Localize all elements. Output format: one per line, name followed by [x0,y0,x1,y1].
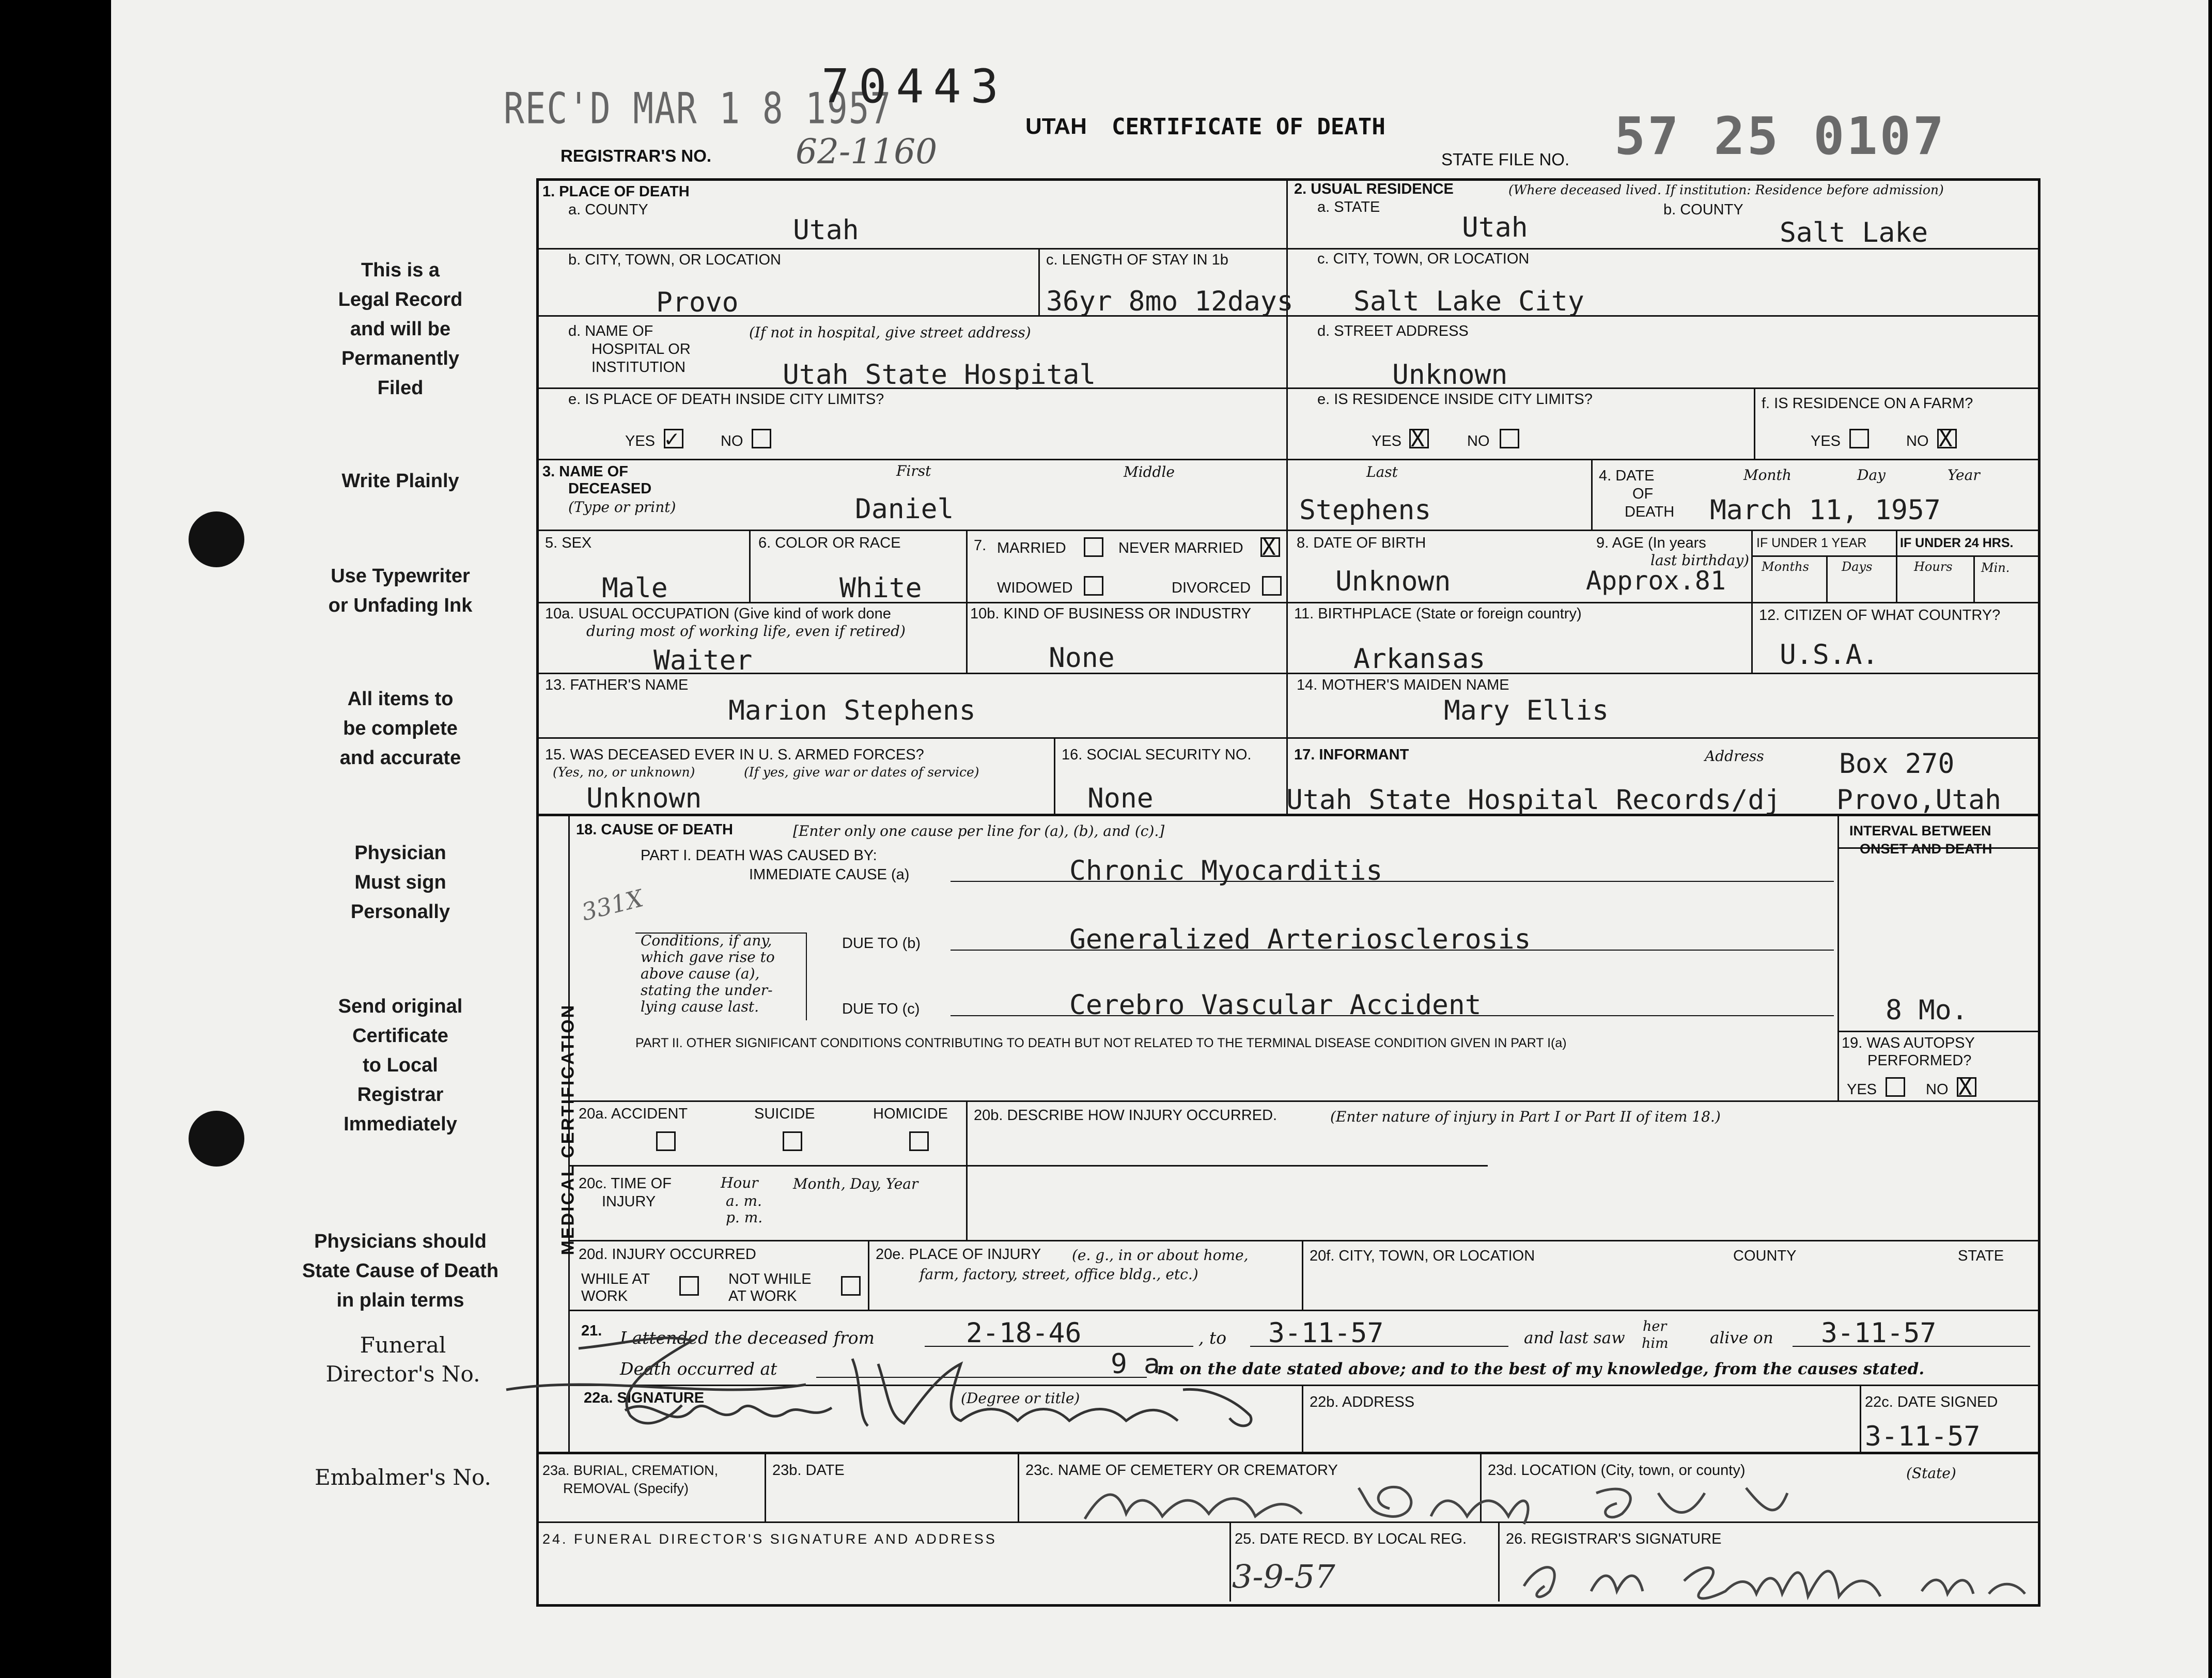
field-6-label: 6. COLOR OR RACE [758,535,901,551]
occurred-value: 9 a [1111,1348,1160,1380]
field-20c-label-1: 20c. TIME OF [579,1175,672,1192]
citizen-value: U.S.A. [1780,639,1879,671]
field-23c-label: 23c. NAME OF CEMETERY OR CREMATORY [1025,1462,1338,1479]
no-label: NO [1926,1081,1949,1098]
col-divider [1896,530,1897,602]
field-23d-label: 23d. LOCATION (City, town, or county) [1488,1462,1746,1479]
field-2b-label: b. COUNTY [1663,201,1743,218]
sidebar-legal-record: This is a Legal Record and will be Permanently Filed [338,259,463,399]
col-divider [1229,1521,1231,1602]
medical-certification-label: MEDICAL CERTIFICATION [558,1003,578,1255]
field-23a-label-1: 23a. BURIAL, CREMATION, [542,1463,719,1478]
cemetery-signature [1080,1472,1896,1529]
col-divider [749,530,751,602]
field-1d-label-2: HOSPITAL OR [591,341,691,358]
field-10a-note: during most of working life, even if retired) [586,623,906,640]
attended-from-value: 2-18-46 [966,1317,1082,1349]
field-15-note-1: (Yes, no, or unknown) [553,765,695,780]
informant-value: Utah State Hospital Records/dj [1286,784,1781,816]
due-to-c-label: DUE TO (c) [842,1001,920,1017]
field-10b-label: 10b. KIND OF BUSINESS OR INDUSTRY [970,605,1252,622]
year-label: Year [1948,467,1980,484]
state-label: STATE [1958,1248,2004,1264]
field-3-label-1: 3. NAME OF [542,463,628,480]
field-26-label: 26. REGISTRAR'S SIGNATURE [1506,1531,1722,1547]
accident-checkbox[interactable] [656,1131,676,1151]
informant-address-1: Box 270 [1839,748,1955,780]
sex-value: Male [602,572,668,604]
state-file-label: STATE FILE NO. [1441,150,1570,169]
place-city-value: Provo [656,287,739,318]
field-19-label-1: 19. WAS AUTOPSY [1842,1035,1975,1051]
field-1b-label: b. CITY, TOWN, OR LOCATION [568,252,781,268]
field-9-label-2: last birthday) [1650,552,1750,569]
field-18-label: 18. CAUSE OF DEATH [576,821,734,838]
interval-label-2: ONSET AND DEATH [1860,841,1992,857]
sidebar-state-cause: Physicians should State Cause of Death in plain terms [302,1231,499,1311]
col-divider [1837,814,1839,1100]
state-paren-label: (State) [1906,1465,1956,1482]
address-label: Address [1705,748,1764,765]
alive-on-value: 3-11-57 [1821,1317,1937,1349]
col-divider [1054,737,1055,814]
col-divider [1751,602,1753,673]
residence-limits-no-checkbox[interactable] [1500,429,1519,448]
physician-signature [496,1302,1307,1472]
field-20e-note-2: farm, factory, street, office bldg., etc.) [920,1266,1198,1283]
homicide-label: HOMICIDE [873,1106,948,1122]
field-3-label-3: (Type or print) [568,499,676,516]
field-23a-label-2: REMOVAL (Specify) [563,1481,689,1496]
field-10a-label: 10a. USUAL OCCUPATION (Give kind of work done [545,605,891,622]
col-divider [868,1240,869,1310]
divorced-checkbox[interactable] [1262,576,1282,596]
days-label: Days [1842,560,1873,574]
field-2f-label: f. IS RESIDENCE ON A FARM? [1762,395,1973,412]
date-of-birth-value: Unknown [1335,566,1451,597]
pm-label: p. m. [726,1209,763,1226]
no-label: NO [721,433,743,449]
married-checkbox[interactable] [1084,537,1103,557]
x-mark-icon: X [1939,426,1953,452]
widowed-checkbox[interactable] [1084,576,1103,596]
field-1-label [542,183,690,200]
residence-city-value: Salt Lake City [1353,286,1584,317]
field-8-label: 8. DATE OF BIRTH [1297,535,1426,551]
accident-label: 20a. ACCIDENT [579,1106,688,1122]
row-divider [568,1100,2038,1102]
age-value: Approx.81 [1586,566,1726,596]
field-1d-note: (If not in hospital, give street address) [749,324,1031,341]
field-21-label: 21. [581,1323,602,1339]
occurred-text: Death occurred at [620,1359,777,1379]
col-divider [966,530,968,602]
first-name-value: Daniel [855,493,954,525]
field-20d-label: 20d. INJURY OCCURRED [579,1246,756,1263]
field-7-label: 7. [974,537,987,554]
field-11-label: 11. BIRTHPLACE (State or foreign country) [1294,605,1582,622]
day-label: Day [1857,467,1886,484]
place-county-value: Utah [793,214,859,246]
received-stamp: REC'D MAR 1 8 1957 [504,84,892,134]
field-15-label: 15. WAS DECEASED EVER IN U. S. ARMED FORCES? [545,747,924,763]
am-label: a. m. [726,1192,762,1209]
mother-name-value: Mary Ellis [1444,695,1609,726]
sidebar-write-plainly: Write Plainly [341,470,459,492]
col-divider [1826,555,1828,602]
col-divider [1038,248,1040,315]
residence-county-value: Salt Lake [1780,217,1928,248]
check-mark-icon: ✓ [665,426,679,452]
yes-label: YES [1811,433,1841,449]
registrar-no-value: 62-1160 [796,132,938,172]
field-20c-label-2: INJURY [602,1193,656,1210]
attended-to-value: 3-11-57 [1268,1317,1384,1349]
field-2a-label: a. STATE [1317,199,1380,215]
field-2c-label: c. CITY, TOWN, OR LOCATION [1317,251,1530,267]
suicide-checkbox[interactable] [783,1131,802,1151]
interval-value: 8 Mo. [1886,995,1968,1026]
field-23b-label: 23b. DATE [772,1462,845,1479]
yes-label: YES [625,433,656,449]
field-2-note: (Where deceased lived. If institution: Residence before admission) [1508,182,1944,197]
part-1-label: PART I. DEATH WAS CAUSED BY: [641,847,877,864]
x-mark-icon: X [1958,1074,1972,1100]
business-value: None [1049,642,1115,674]
middle-label: Middle [1124,463,1175,480]
col-divider [1302,1240,1303,1310]
field-17-label: 17. INFORMANT [1294,747,1409,763]
attended-text: I attended the deceased from [620,1328,875,1348]
date-recd-value: 3-9-57 [1232,1558,1335,1595]
field-22b-label: 22b. ADDRESS [1310,1394,1415,1410]
bracket-line [806,933,807,1020]
punch-hole [189,511,244,567]
not-while-at-work-label: NOT WHILE AT WORK [728,1271,812,1304]
field-1a-label: a. COUNTY [568,201,648,218]
field-22c-label: 22c. DATE SIGNED [1865,1394,1998,1410]
race-value: White [839,572,922,604]
suicide-label: SUICIDE [754,1106,815,1122]
informant-address-2: Provo,Utah [1836,784,2002,816]
col-divider [1498,1521,1500,1602]
interval-label-1: INTERVAL BETWEEN [1849,823,1991,838]
hospital-value: Utah State Hospital [783,359,1096,391]
col-divider [1591,459,1593,530]
field-20b-label: 20b. DESCRIBE HOW INJURY OCCURRED. [974,1107,1278,1124]
cause-a-value: Chronic Myocarditis [1069,855,1383,887]
autopsy-yes-checkbox[interactable] [1886,1077,1905,1097]
col-divider [1754,387,1755,459]
city-limits-no-checkbox[interactable] [752,429,771,448]
last-name-value: Stephens [1299,494,1431,526]
armed-forces-value: Unknown [586,783,702,814]
social-security-value: None [1087,783,1154,814]
field-5-label: 5. SEX [545,535,592,551]
sidebar-embalmer-no: Embalmer's No. [315,1465,491,1490]
sidebar-send-original: Send original Certificate to Local Registrar Immediately [338,996,463,1135]
registrar-signature [1519,1550,2035,1607]
field-22a-label: 22a. SIGNATURE [584,1390,705,1406]
field-1e-label: e. IS PLACE OF DEATH INSIDE CITY LIMITS? [568,391,884,408]
field-20e-note-1: (e. g., in or about home, [1072,1247,1249,1264]
part-2-label: PART II. OTHER SIGNIFICANT CONDITIONS CONTRIBUTING TO DEATH BUT NOT RELATED TO THE TERMINAL DISEASE CONDITION GIVEN IN PART I(a) [635,1036,1567,1050]
field-20b-note: (Enter nature of injury in Part I or Part II of item 18.) [1330,1108,1721,1125]
mdy-label: Month, Day, Year [793,1175,918,1192]
occupation-value: Waiter [653,645,753,676]
code-note: 331X [579,884,646,926]
stamp-number: 70443 [821,59,1008,114]
yes-label: YES [1847,1081,1877,1098]
field-1d-label-3: INSTITUTION [591,359,686,376]
date-of-death-value: March 11, 1957 [1710,494,1941,526]
col-divider [1973,555,1975,602]
age-subdivider [1751,555,2038,557]
col-divider [1751,530,1753,602]
due-to-b-label: DUE TO (b) [842,935,921,952]
field-2-label: 2. USUAL RESIDENCE [1294,181,1454,197]
field-20e-label: 20e. PLACE OF INJURY [876,1246,1041,1263]
months-label: Months [1762,560,1809,574]
length-of-stay-value: 36yr 8mo 12days [1046,286,1294,317]
field-1d-label-1: d. NAME OF [568,323,653,339]
sidebar-funeral-director-no: Funeral Director's No. [325,1332,480,1387]
field-16-label: 16. SOCIAL SECURITY NO. [1062,747,1252,763]
field-3-label-2: DECEASED [568,480,652,497]
month-label: Month [1743,467,1792,484]
occurred-tail: m on the date stated above; and to the best of my knowledge, from the causes stated. [1157,1360,1925,1378]
autopsy-divider [1837,1031,2038,1032]
county-label: COUNTY [1733,1248,1797,1264]
registrar-no-label: REGISTRAR'S NO. [560,146,712,165]
hours-label: Hours [1914,560,1953,574]
divorced-label: DIVORCED [1172,580,1251,596]
sidebar-typewriter: Use Typewriter or Unfading Ink [328,565,473,616]
col-divider [966,1100,968,1240]
residence-state-value: Utah [1462,212,1528,243]
sidebar-physician-sign: Physician Must sign Personally [350,842,450,923]
field-12-label: 12. CITIZEN OF WHAT COUNTRY? [1759,607,2001,624]
conditions-note: Conditions, if any, which gave rise to above cause (a), stating the under- lying cause last. [641,932,775,1015]
last-label: Last [1366,463,1398,480]
field-4-label-3: DEATH [1625,504,1675,520]
punch-hole [189,1111,244,1167]
field-14-label: 14. MOTHER'S MAIDEN NAME [1297,677,1509,693]
widowed-label: WIDOWED [997,580,1073,596]
father-name-value: Marion Stephens [728,695,976,726]
farm-yes-checkbox[interactable] [1849,429,1869,448]
cause-b-value: Generalized Arteriosclerosis [1069,924,1531,955]
row-divider [568,1165,1488,1167]
x-mark-icon: X [1262,534,1276,561]
married-label: MARRIED [997,540,1066,556]
first-label: First [896,462,931,479]
bracket-line [635,933,806,934]
to-text: , to [1198,1328,1227,1348]
under-24-hrs-label: IF UNDER 24 HRS. [1900,536,2014,550]
while-at-work-label: WHILE AT WORK [581,1271,650,1304]
last-saw-text: and last saw [1524,1329,1625,1347]
field-19-label-2: PERFORMED? [1867,1052,1972,1069]
under-1-year-label: IF UNDER 1 YEAR [1756,536,1867,550]
field-24-label: 24. FUNERAL DIRECTOR'S SIGNATURE AND ADDRESS [542,1531,997,1547]
sidebar-complete: All items to be complete and accurate [339,688,461,769]
her-label: her [1643,1318,1667,1334]
yes-label: YES [1372,433,1402,449]
field-13-label: 13. FATHER'S NAME [545,677,689,693]
x-mark-icon: X [1411,426,1425,452]
field-15-note-2: (If yes, give war or dates of service) [744,765,979,780]
no-label: NO [1906,433,1929,449]
min-label: Min. [1981,561,2010,575]
birthplace-value: Arkansas [1353,643,1486,675]
field-9-label-1: 9. AGE (In years [1596,535,1706,551]
cause-c-value: Cerebro Vascular Accident [1069,989,1482,1021]
field-4-label-2: OF [1632,486,1654,502]
hour-label: Hour [721,1174,758,1191]
while-at-work-checkbox[interactable] [679,1276,699,1296]
field-1c-label: c. LENGTH OF STAY IN 1b [1046,252,1228,268]
field-4-label-1: 4. DATE [1599,468,1655,484]
degree-label: (Degree or title) [961,1390,1080,1407]
alive-on-text: alive on [1710,1329,1773,1347]
certificate-title: CERTIFICATE OF DEATH [1112,114,1385,140]
field-2d-label: d. STREET ADDRESS [1317,323,1469,339]
him-label: him [1642,1335,1669,1351]
field-18-note: [Enter only one cause per line for (a), (b), and (c).] [793,822,1165,840]
col-divider [966,602,968,673]
col-divider [1286,178,1288,815]
homicide-checkbox[interactable] [909,1131,929,1151]
date-signed-value: 3-11-57 [1865,1421,1981,1452]
immediate-cause-label: IMMEDIATE CAUSE (a) [749,866,910,883]
street-address-value: Unknown [1392,359,1508,391]
no-label: NO [1467,433,1490,449]
field-25-label: 25. DATE RECD. BY LOCAL REG. [1235,1531,1467,1547]
field-20f-label: 20f. CITY, TOWN, OR LOCATION [1310,1248,1535,1264]
col-divider [1860,1385,1861,1452]
field-1-title: 1. PLACE OF DEATH [542,183,690,200]
title-prefix: UTAH [1025,114,1087,139]
never-married-label: NEVER MARRIED [1118,540,1243,556]
state-file-value: 57 25 0107 [1614,106,1946,166]
not-while-at-work-checkbox[interactable] [841,1276,861,1296]
field-2e-label: e. IS RESIDENCE INSIDE CITY LIMITS? [1317,391,1593,408]
